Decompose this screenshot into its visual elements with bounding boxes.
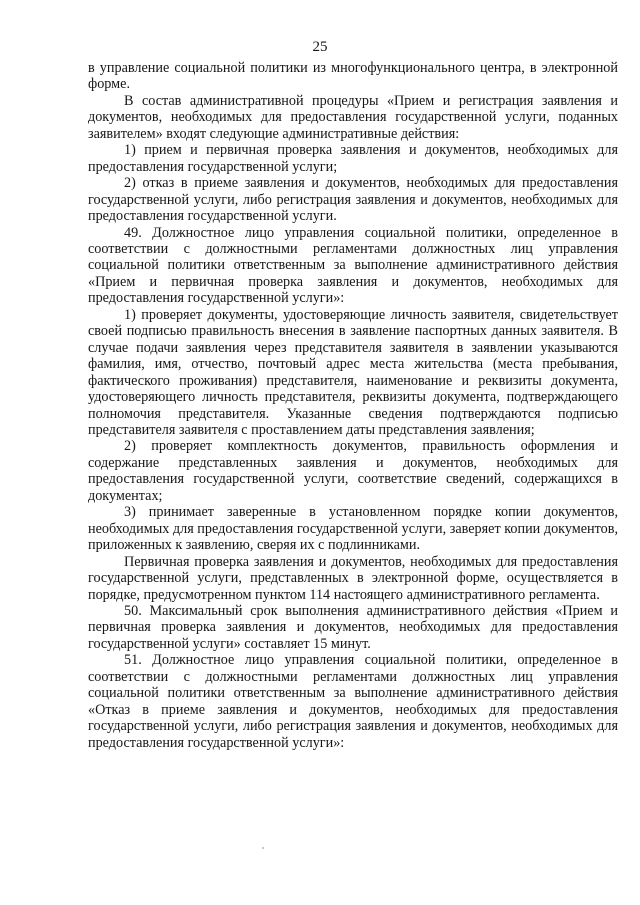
paragraph-procedure-composition: В состав административной процедуры «Прием и регистрация заявления и документов, необходимых для предоставления государственной услуги, поданных заявителем» входят следующие административные действия: [88,92,618,142]
clause-50: 50. Максимальный срок выполнения административного действия «Прием и первичная проверка заявления и документов, необходимых для предоставления государственной услуги» составляет 15 минут. [88,602,618,652]
clause-49-item-1: 1) проверяет документы, удостоверяющие личность заявителя, свидетельствует своей подписью правильность внесения в заявление паспортных данных заявителя. В случае подачи заявления через представителя заявителя в заявлении указываются фамилия, имя, отчество, почтовый адрес места жительства (места пребывания, фактического проживания) представителя, наименование и реквизиты документа, удостоверяющего личность представителя, реквизиты документа, подтверждающего полномочия представителя. Указанные сведения подтверждаются подписью представителя заявителя с проставлением даты представления заявления; [88,306,618,438]
clause-51: 51. Должностное лицо управления социальной политики, определенное в соответствии с должностными регламентами должностных лиц управления социальной политики ответственным за выполнение административного действия «Отказ в приеме заявления и документов, необходимых для предоставления государственной услуги, либо регистрация заявления и документов, необходимых для предоставления государственной услуги»: [88,652,618,751]
document-body [88,60,618,751]
paragraph-continuation: в управление социальной политики из многофункционального центра, в электронной форме. [88,60,618,93]
clause-49-item-2: 2) проверяет комплектность документов, правильность оформления и содержание представленных заявления и документов, необходимых для предоставления государственной услуги, соответствие сведений, содержащихся в документах; [88,438,618,504]
page-number: 25 [312,39,328,55]
scan-artifact [262,847,264,849]
list-item-2: 2) отказ в приеме заявления и документов, необходимых для предоставления государственной услуги, либо регистрация заявления и документов, необходимых для предоставления государственной услуги. [88,175,618,225]
paragraph-electronic-check: Первичная проверка заявления и документов, необходимых для предоставления государственной услуги, представленных в электронной форме, осуществляется в порядке, предусмотренном пунктом 114 настоящего административного регламента. [88,553,618,603]
list-item-1: 1) прием и первичная проверка заявления и документов, необходимых для предоставления государственной услуги; [88,142,618,175]
clause-49: 49. Должностное лицо управления социальной политики, определенное в соответствии с должностными регламентами должностных лиц управления социальной политики ответственным за выполнение административного действия «Прием и первичная проверка заявления и документов, необходимых для предоставления государственной услуги»: [88,224,618,307]
clause-49-item-3: 3) принимает заверенные в установленном порядке копии документов, необходимых для предоставления государственной услуги, заверяет копии документов, приложенных к заявлению, сверяя их с подлинниками. [88,504,618,554]
